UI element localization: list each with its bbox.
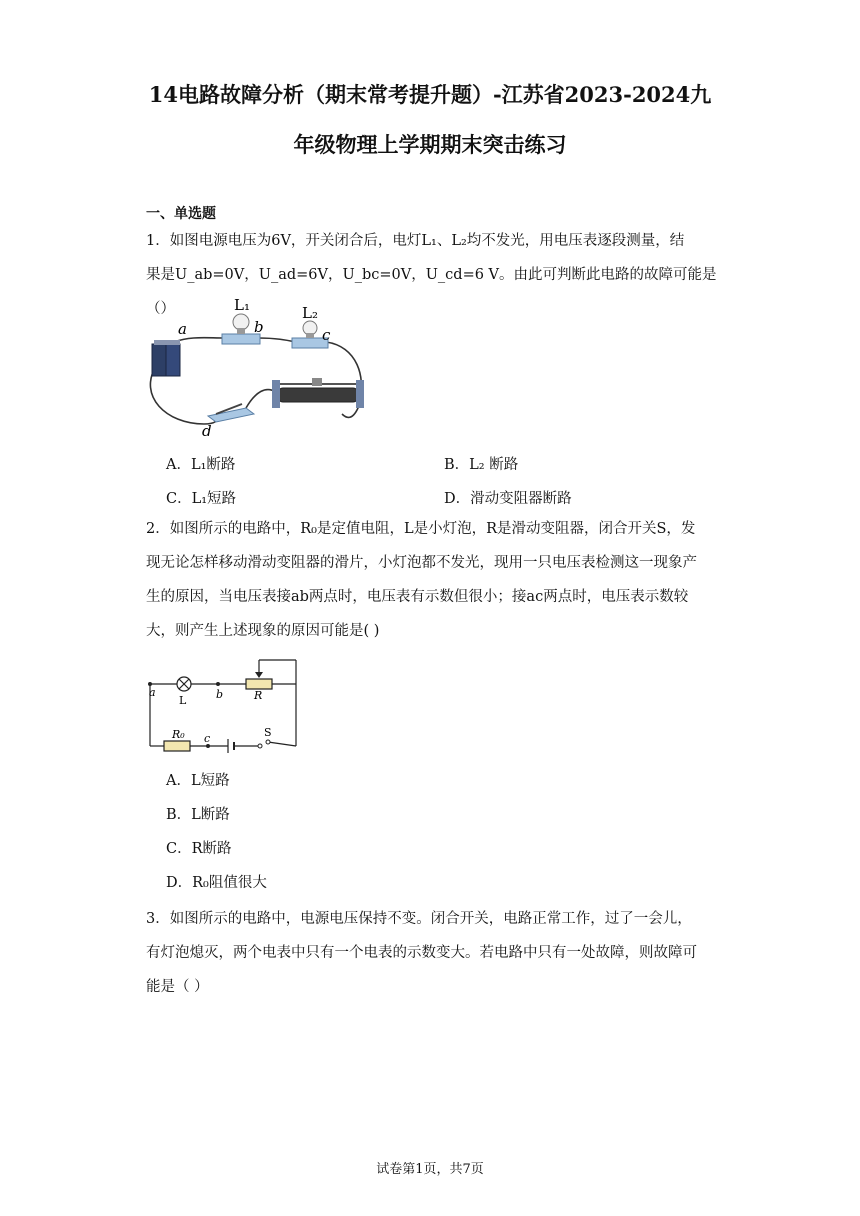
q2-label-r: R	[254, 689, 263, 702]
q1-label-b: b	[254, 318, 264, 336]
q2-label-c: c	[204, 732, 211, 745]
q1-line-2: 果是U_ab=0V，U_ad=6V，U_bc=0V，U_cd=6 V。由此可判断此电路的故障可能是（）	[146, 267, 717, 317]
q2-circuit-figure	[146, 656, 306, 756]
lamp-icon	[177, 677, 191, 691]
q2-line-2: 现无论怎样移动滑动变阻器的滑片，小灯泡都不发光，现用一只电压表检测这一现象产	[146, 555, 697, 571]
q1-label-d: d	[202, 422, 212, 440]
q2-option-c[interactable]: C．R断路	[166, 841, 232, 857]
q1-label-a: a	[178, 320, 187, 338]
rheostat-icon	[272, 378, 364, 408]
q3-line-3: 能是（ ）	[146, 979, 209, 995]
q2-label-r0: R₀	[172, 728, 185, 741]
switch-symbol-icon	[258, 740, 270, 748]
q1-line-1: 1．如图电源电压为6V，开关闭合后，电灯L₁、L₂均不发光，用电压表逐段测量，结	[146, 233, 685, 249]
q1-option-a[interactable]: A．L₁断路	[166, 457, 236, 473]
q2-label-b: b	[216, 688, 224, 701]
q1-option-d[interactable]: D．滑动变阻器断路	[444, 491, 572, 507]
q2-label-s: S	[264, 726, 272, 739]
q3-line-2: 有灯泡熄灭，两个电表中只有一个电表的示数变大。若电路中只有一处故障，则故障可	[146, 945, 697, 961]
q2-label-a: a	[149, 686, 156, 699]
q2-line-1: 2．如图所示的电路中，R₀是定值电阻，L是小灯泡，R是滑动变阻器，闭合开关S，发	[146, 521, 696, 537]
q2-line-3: 生的原因，当电压表接ab两点时，电压表有示数但很小；接ac两点时，电压表示数较	[146, 589, 689, 605]
title-line-2: 年级物理上学期期末突击练习	[293, 132, 567, 157]
q2-label-l: L	[179, 694, 187, 707]
q1-circuit-figure	[146, 296, 376, 441]
q1-label-l2: L₂	[302, 304, 318, 322]
q1-option-c[interactable]: C．L₁短路	[166, 491, 237, 507]
q2-line-4: 大，则产生上述现象的原因可能是( )	[146, 623, 380, 639]
q1-label-c: c	[322, 326, 331, 344]
q2-option-b[interactable]: B．L断路	[166, 807, 230, 823]
resistor-r0-icon	[164, 741, 190, 751]
page-title	[120, 70, 740, 170]
rheostat-r-icon	[246, 679, 272, 689]
page-footer: 试卷第1页，共7页	[376, 1162, 484, 1177]
battery-symbol-icon	[228, 739, 234, 753]
q1-option-b[interactable]: B．L₂ 断路	[444, 457, 519, 473]
question-3-text	[146, 902, 720, 1004]
section-heading: 一、单选题	[146, 206, 216, 222]
q2-option-d[interactable]: D．R₀阻值很大	[166, 875, 267, 891]
q1-label-l1: L₁	[234, 296, 250, 314]
q2-option-a[interactable]: A．L短路	[166, 773, 230, 789]
battery-icon	[152, 340, 180, 376]
question-2-text	[146, 512, 720, 648]
title-line-1: 14电路故障分析（期末常考提升题）-江苏省2023-2024九	[148, 82, 712, 107]
q3-line-1: 3．如图所示的电路中，电源电压保持不变。闭合开关，电路正常工作，过了一会儿，	[146, 911, 692, 927]
